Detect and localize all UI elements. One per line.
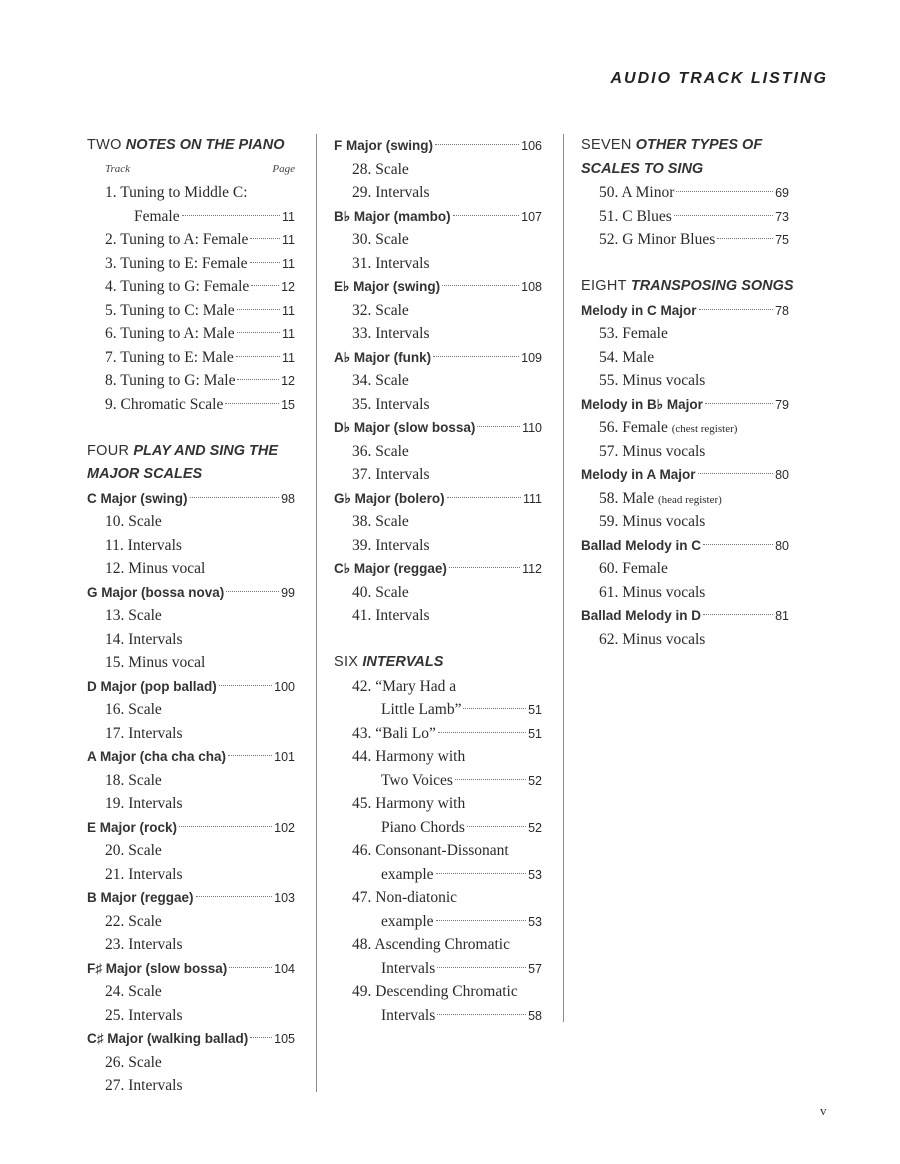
column-1 — [87, 134, 295, 1098]
song-heading: Melody in B♭ Major 79 — [581, 396, 789, 412]
track-entry: 60. Female — [599, 560, 668, 577]
track-entry: 61. Minus vocals — [599, 583, 706, 601]
key-heading: F Major (swing) 106 — [334, 138, 542, 153]
track-entry: 37. Intervals — [352, 466, 430, 483]
track-entry: 31. Intervals — [352, 254, 430, 272]
track-entry: 41. Intervals — [352, 607, 430, 624]
section-five-continued — [334, 134, 542, 628]
track-entry: Little Lamb” 51 — [381, 701, 542, 718]
track-entry: 33. Intervals — [352, 325, 430, 342]
page-number: v — [820, 1103, 827, 1118]
track-entry: 49. Descending Chromatic — [352, 983, 518, 1000]
track-entry: 42. “Mary Had a — [352, 677, 457, 695]
key-heading: C♭ Major (reggae) 112 — [334, 561, 542, 576]
track-entry: 62. Minus vocals — [599, 630, 706, 648]
track-entry: 32. Scale — [352, 301, 409, 319]
track-entry: 36. Scale — [352, 442, 409, 460]
track-entry: 34. Scale — [352, 372, 409, 389]
track-entry: 9. Chromatic Scale 15 — [105, 395, 295, 413]
track-entry: 57. Minus vocals — [599, 442, 706, 460]
track-entry: 35. Intervals — [352, 395, 430, 413]
track-entry: 48. Ascending Chromatic — [352, 936, 510, 953]
column-divider — [563, 134, 564, 1022]
track-entry: 12. Minus vocal — [105, 560, 206, 577]
section-heading: MAJOR SCALES — [87, 466, 203, 482]
track-entry: 56. Female (chest register) — [599, 419, 738, 436]
track-entry: 7. Tuning to E: Male 11 — [105, 348, 295, 366]
section-heading: TWO NOTES ON THE PIANO — [87, 137, 285, 153]
track-entry: Two Voices 52 — [381, 771, 542, 789]
track-entry: 1. Tuning to Middle C: — [105, 184, 248, 201]
track-entry: 17. Intervals — [105, 724, 183, 742]
track-entry: 10. Scale — [105, 513, 162, 530]
track-entry: 46. Consonant-Dissonant — [352, 842, 509, 859]
track-entry: 40. Scale — [352, 583, 409, 601]
key-heading: C♯ Major (walking ballad) 105 — [87, 1031, 295, 1046]
page-label: Page — [272, 162, 295, 175]
section-seven — [581, 134, 789, 252]
track-entry: 13. Scale — [105, 607, 162, 624]
track-entry: 14. Intervals — [105, 630, 183, 648]
section-eight — [581, 275, 794, 651]
track-label: Track — [105, 162, 131, 175]
track-entry: example 53 — [381, 865, 542, 883]
track-entry: example 53 — [381, 912, 542, 930]
track-entry: 44. Harmony with — [352, 748, 466, 765]
track-entry: 15. Minus vocal — [105, 654, 206, 671]
track-entry: 22. Scale — [105, 912, 162, 930]
song-heading: Ballad Melody in C 80 — [581, 537, 789, 553]
section-heading: SIX INTERVALS — [334, 654, 444, 670]
key-heading: B Major (reggae) 103 — [87, 890, 295, 905]
key-heading: G♭ Major (bolero) 111 — [334, 490, 542, 506]
song-heading: Ballad Melody in D 81 — [581, 608, 789, 623]
track-entry: 59. Minus vocals — [599, 513, 706, 530]
track-entry: 54. Male — [599, 348, 655, 366]
track-entry: 24. Scale — [105, 983, 162, 1000]
track-entry: Intervals 58 — [381, 1006, 542, 1024]
track-entry: 47. Non-diatonic — [352, 889, 458, 906]
track-page-labels — [87, 158, 295, 182]
track-entry: 28. Scale — [352, 160, 409, 178]
section-heading: FOUR PLAY AND SING THE — [87, 442, 279, 459]
track-entry: 50. A Minor 69 — [599, 184, 789, 201]
section-heading: SCALES TO SING — [581, 160, 704, 177]
key-heading: A♭ Major (funk) 109 — [334, 349, 542, 365]
track-entry: 6. Tuning to A: Male 11 — [105, 325, 295, 342]
key-heading: G Major (bossa nova) 99 — [87, 584, 295, 600]
track-entry: 25. Intervals — [105, 1006, 183, 1024]
track-entry: 4. Tuning to G: Female 12 — [105, 278, 295, 295]
track-entry: 38. Scale — [352, 513, 409, 530]
key-heading: C Major (swing) 98 — [87, 490, 295, 506]
track-entry: 19. Intervals — [105, 795, 183, 812]
track-entry: 21. Intervals — [105, 865, 183, 883]
track-entry: 52. G Minor Blues 75 — [599, 231, 789, 248]
page-header-title: AUDIO TRACK LISTING — [610, 70, 828, 87]
track-entry: Piano Chords 52 — [381, 818, 542, 836]
column-3 — [581, 134, 794, 651]
key-heading: D Major (pop ballad) 100 — [87, 678, 295, 694]
track-entry: 2. Tuning to A: Female 11 — [105, 231, 295, 248]
track-entry: 55. Minus vocals — [599, 372, 706, 389]
track-entry: 27. Intervals — [105, 1077, 183, 1094]
key-heading: A Major (cha cha cha) 101 — [87, 749, 295, 764]
column-divider — [316, 134, 317, 1092]
column-2 — [334, 134, 542, 1027]
section-six — [334, 651, 542, 1027]
track-entry: 8. Tuning to G: Male 12 — [105, 372, 295, 389]
section-two — [87, 134, 295, 416]
song-heading: Melody in C Major 78 — [581, 302, 789, 318]
track-entry: 18. Scale — [105, 771, 162, 789]
track-entry: 43. “Bali Lo” 51 — [352, 724, 542, 742]
section-heading: EIGHT TRANSPOSING SONGS — [581, 278, 794, 294]
track-entry: 51. C Blues 73 — [599, 207, 789, 225]
track-entry: 58. Male (head register) — [599, 489, 722, 507]
track-entry: 16. Scale — [105, 701, 162, 718]
track-entry: 5. Tuning to C: Male 11 — [105, 301, 295, 319]
key-heading: B♭ Major (mambo) 107 — [334, 208, 542, 224]
key-heading: E Major (rock) 102 — [87, 819, 295, 835]
track-entry: Female 11 — [134, 207, 295, 225]
track-entry: 3. Tuning to E: Female 11 — [105, 254, 295, 272]
key-heading: D♭ Major (slow bossa) 110 — [334, 420, 542, 435]
track-entry: 29. Intervals — [352, 184, 430, 201]
track-entry: 45. Harmony with — [352, 795, 466, 812]
track-entry: 23. Intervals — [105, 936, 183, 953]
track-entry: Intervals 57 — [381, 959, 542, 977]
track-entry: 53. Female — [599, 325, 668, 342]
track-entry: 39. Intervals — [352, 536, 430, 554]
key-heading: E♭ Major (swing) 108 — [334, 279, 542, 294]
section-heading: SEVEN OTHER TYPES OF — [581, 137, 763, 153]
track-entry: 11. Intervals — [105, 536, 182, 554]
track-entry: 30. Scale — [352, 231, 409, 248]
song-heading: Melody in A Major 80 — [581, 467, 789, 482]
section-four — [87, 440, 295, 1098]
track-entry: 20. Scale — [105, 842, 162, 859]
track-entry: 26. Scale — [105, 1053, 162, 1071]
key-heading: F♯ Major (slow bossa) 104 — [87, 960, 295, 976]
